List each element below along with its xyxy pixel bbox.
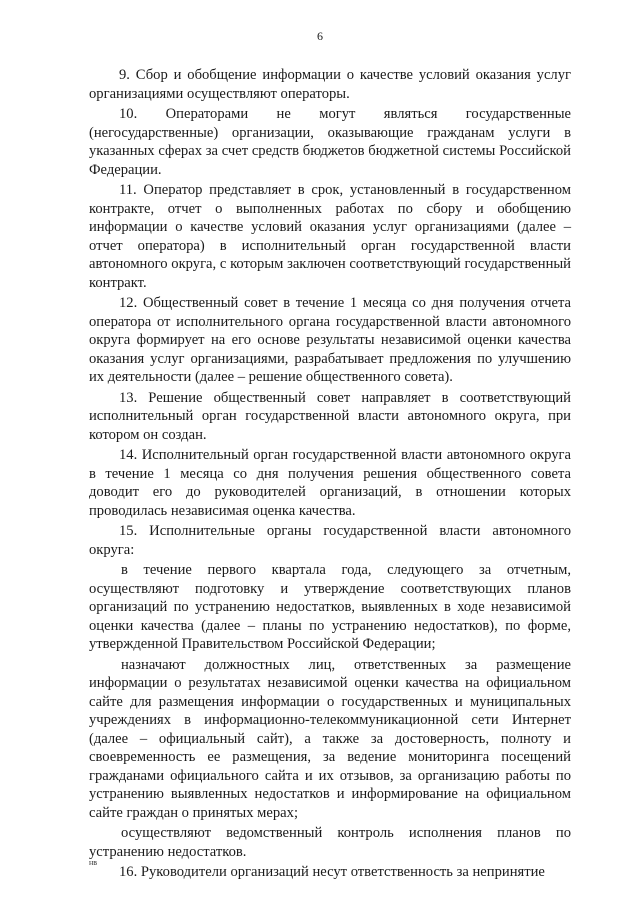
paragraph-15: 15. Исполнительные органы государственной власти автономного округа: bbox=[89, 523, 571, 558]
footer-mark: нв bbox=[89, 858, 98, 867]
document-body bbox=[89, 66, 571, 884]
paragraph-15-item-1: в течение первого квартала года, следующего за отчетным, осуществляют подготовку и утверждение соответствующих планов организаций по устранению недостатков, выявленных в ходе независимой оценки качества (далее – планы по устранению недостатков), по форме, утвержденной Правительством Российской Федерации; bbox=[89, 562, 571, 652]
paragraph-16: 16. Руководители организаций несут ответственность за непринятие bbox=[119, 864, 545, 880]
paragraph-15-item-2: назначают должностных лиц, ответственных за размещение информации о результатах независимой оценки качества на официальном сайте для размещения информации о государственных и муниципальных учреждениях в информационно-телекоммуникационной сети Интернет (далее – официальный сайт), а также за достоверность, полноту и своевременность ее размещения, за ведение мониторинга посещений гражданами официального сайта и их отзывов, за организацию работы по устранению выявленных недостатков и информирование на официальном сайте граждан о принятых мерах; bbox=[89, 656, 571, 821]
paragraph-12: 12. Общественный совет в течение 1 месяца со дня получения отчета оператора от исполнительного органа государственной власти автономного округа формирует на его основе результаты независимой оценки качества оказания услуг организациями, разрабатывает предложения по улучшению их деятельности (далее – решение общественного совета). bbox=[89, 295, 571, 385]
paragraph-10: 10. Операторами не могут являться государственные (негосударственные) организации, оказывающие гражданам услуги в указанных сферах за счет средств бюджетов бюджетной системы Российской Федерации. bbox=[89, 106, 571, 178]
page-number: 6 bbox=[317, 29, 323, 43]
paragraph-13: 13. Решение общественный совет направляет в соответствующий исполнительный орган государственной власти автономного округа, при котором он создан. bbox=[89, 389, 571, 443]
paragraph-15-item-3: осуществляют ведомственный контроль исполнения планов по устранению недостатков. bbox=[89, 825, 571, 860]
paragraph-11: 11. Оператор представляет в срок, установленный в государственном контракте, отчет о выполненных работах по сбору и обобщению информации о качестве условий оказания услуг организациями (далее – отчет оператора) в исполнительный орган государственной власти автономного округа, с которым заключен соответствующий государственный контракт. bbox=[89, 182, 571, 291]
paragraph-9: 9. Сбор и обобщение информации о качестве условий оказания услуг организациями осуществляют операторы. bbox=[89, 67, 571, 102]
paragraph-14: 14. Исполнительный орган государственной власти автономного округа в течение 1 месяца со дня получения решения общественного совета доводит его до руководителей организаций, в отношении которых проводилась независимая оценка качества. bbox=[89, 447, 571, 519]
